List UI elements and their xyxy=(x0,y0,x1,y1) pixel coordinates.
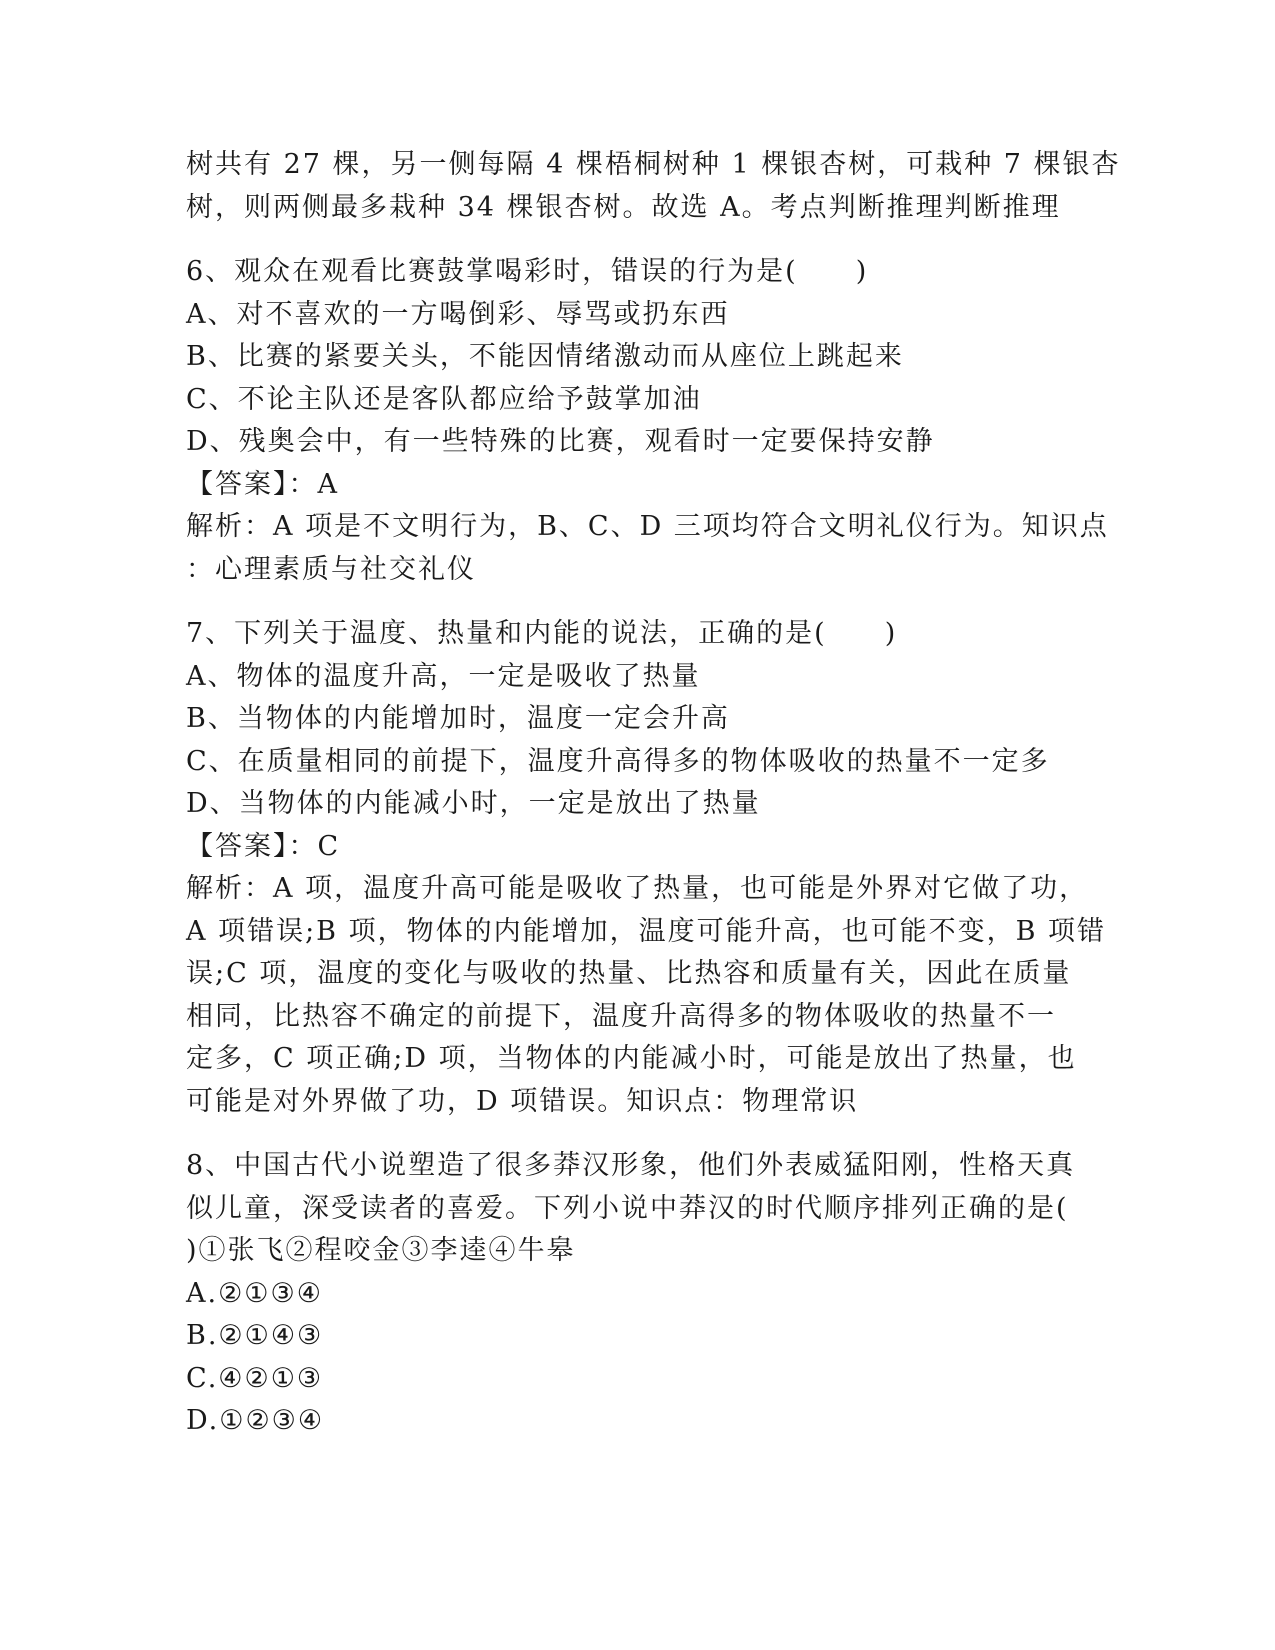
intro-line: 树共有 27 棵，另一侧每隔 4 棵梧桐树种 1 棵银杏树，可栽种 7 棵银杏 xyxy=(186,149,1121,180)
question-stem: 6、观众在观看比赛鼓掌喝彩时，错误的行为是( ) xyxy=(186,256,869,287)
analysis-line: 解析：A 项是不文明行为，B、C、D 三项均符合文明礼仪行为。知识点 xyxy=(186,511,1109,542)
analysis-line: 误;C 项，温度的变化与吸收的热量、比热容和质量有关，因此在质量 xyxy=(186,958,1072,989)
option-a: A、物体的温度升高，一定是吸收了热量 xyxy=(186,660,701,692)
document-page xyxy=(186,144,1121,1443)
analysis-line: ：心理素质与社交礼仪 xyxy=(186,553,476,585)
option-d: D、当物体的内能减小时，一定是放出了热量 xyxy=(186,788,761,819)
answer-line: 【答案】：A xyxy=(186,468,339,500)
option-b: B.②①④③ xyxy=(186,1320,324,1351)
option-b: B、当物体的内能增加时，温度一定会升高 xyxy=(186,703,730,734)
analysis-line: 可能是对外界做了功，D 项错误。知识点：物理常识 xyxy=(186,1085,859,1117)
option-a: A.②①③④ xyxy=(186,1277,323,1309)
question-6 xyxy=(186,251,1109,591)
option-c: C、在质量相同的前提下，温度升高得多的物体吸收的热量不一定多 xyxy=(186,745,1050,777)
question-stem: 似儿童，深受读者的喜爱。下列小说中莽汉的时代顺序排列正确的是( xyxy=(186,1192,1069,1224)
analysis-line: 解析：A 项，温度升高可能是吸收了热量，也可能是外界对它做了功， xyxy=(186,873,1089,904)
option-d: D.①②③④ xyxy=(186,1405,325,1436)
analysis-line: 相同，比热容不确定的前提下，温度升高得多的物体吸收的热量不一 xyxy=(186,1000,1056,1032)
intro-paragraph xyxy=(186,144,1121,229)
question-stem: 7、下列关于温度、热量和内能的说法，正确的是( ) xyxy=(186,618,898,649)
option-c: C、不论主队还是客队都应给予鼓掌加油 xyxy=(186,383,702,415)
option-b: B、比赛的紧要关头，不能因情绪激动而从座位上跳起来 xyxy=(186,341,904,372)
analysis-line: A 项错误;B 项，物体的内能增加，温度可能升高，也可能不变，B 项错 xyxy=(186,915,1107,947)
question-stem: 8、中国古代小说塑造了很多莽汉形象，他们外表威猛阳刚，性格天真 xyxy=(186,1150,1076,1181)
question-stem: )①张飞②程咬金③李逵④牛皋 xyxy=(186,1235,576,1266)
question-7 xyxy=(186,613,1107,1123)
intro-line: 树，则两侧最多栽种 34 棵银杏树。故选 A。考点判断推理判断推理 xyxy=(186,191,1061,223)
option-c: C.④②①③ xyxy=(186,1362,324,1394)
question-8 xyxy=(186,1145,1086,1443)
option-d: D、残奥会中，有一些特殊的比赛，观看时一定要保持安静 xyxy=(186,426,935,457)
option-a: A、对不喜欢的一方喝倒彩、辱骂或扔东西 xyxy=(186,298,730,330)
analysis-line: 定多，C 项正确;D 项，当物体的内能减小时，可能是放出了热量，也 xyxy=(186,1043,1077,1074)
answer-line: 【答案】：C xyxy=(186,830,341,862)
